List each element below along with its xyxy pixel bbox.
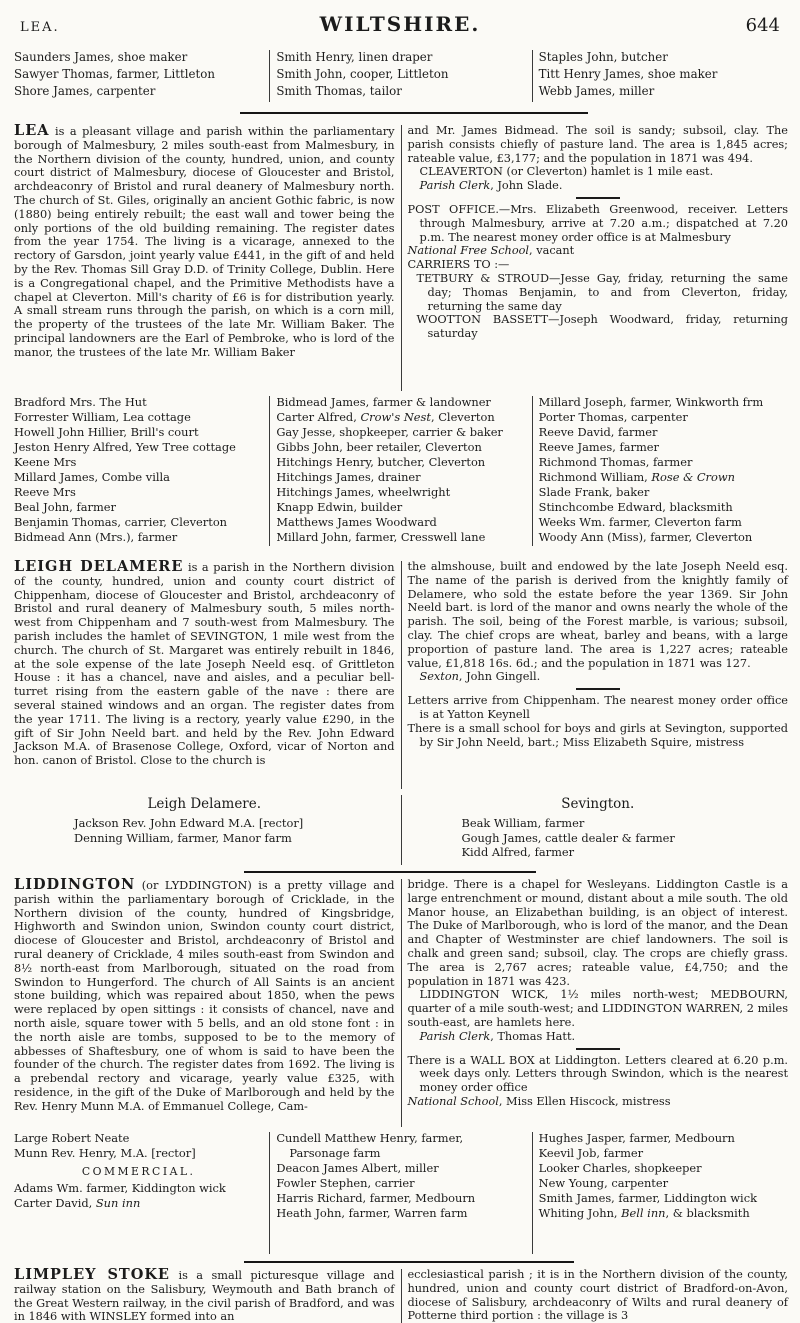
column-divider bbox=[532, 50, 533, 102]
lea-description-text: is a pleasant village and parish within the parliamentary borough of Malmesbury, 2 miles south-east from Malmesbury, in the Northern division of the county, hundred, union, and county court district of Malmesbury, diocese of Gloucester and Bristol, archdeaconry of Bristol and rural deanery of Malmesbury north. The church of St. Giles, originally an ancient Gothic fabric, is now (1880) being entirely rebuilt; the east wall and tower being the only portions of the old building remaining. The register dates from the year 1754. The living is a vicarage, annexed to the rectory of Garsdon, joint yearly value £441, in the gift of and held by the Rev. Thomas Sill Gray D.D. of Trinity College, Dublin. Here is a Congregational chapel, and the Primitive Methodists have a chapel at Cleverton. Mill's charity of £6 is for distribution yearly. A small stream runs through the parish, on which is a corn mill, the property of the trustees of the late Mr. William Baker. The principal landowners are the Earl of Pembroke, who is lord of the manor, the trustees of the late Mr. William Baker bbox=[14, 125, 395, 359]
running-head bbox=[12, 12, 790, 38]
column-divider bbox=[532, 1132, 533, 1254]
top-directory-list bbox=[12, 49, 790, 103]
parish-clerk-name: , Thomas Hatt. bbox=[490, 1029, 576, 1043]
directory-entry: Cundell Matthew Henry, farmer, Parsonage farm bbox=[276, 1131, 464, 1160]
directory-entry: Stinchcombe Edward, blacksmith bbox=[538, 500, 733, 514]
limpley-description bbox=[14, 1268, 395, 1323]
directory-entry: Adams Wm. farmer, Kiddington wick bbox=[14, 1181, 226, 1195]
lea-description bbox=[14, 124, 395, 360]
directory-entry: Forrester William, Lea cottage bbox=[14, 410, 191, 424]
directory-entry: Kidd Alfred, farmer bbox=[461, 845, 575, 859]
directory-entry: Deacon James Albert, miller bbox=[276, 1161, 439, 1175]
directory-entry: Knapp Edwin, builder bbox=[276, 500, 403, 514]
carrier-entry: WOOTTON BASSETT—Joseph Woodward, friday, returning saturday bbox=[416, 313, 788, 341]
directory-entry: Titt Henry James, shoe maker bbox=[538, 67, 718, 81]
leigh-letters-note: Letters arrive from Chippenham. The nearest money order office is at Yatton Keynell bbox=[407, 694, 788, 721]
directory-entry: Weeks Wm. farmer, Cleverton farm bbox=[538, 515, 742, 529]
directory-entry: New Young, carpenter bbox=[538, 1176, 669, 1190]
directory-entry: Beal John, farmer bbox=[14, 500, 116, 514]
column-divider bbox=[401, 125, 402, 391]
liddington-names-col3 bbox=[537, 1131, 790, 1255]
liddington-description bbox=[14, 878, 395, 1114]
directory-entry: Hitchings James, wheelwright bbox=[276, 485, 451, 499]
directory-entry: Whiting John, Bell inn, & blacksmith bbox=[538, 1206, 750, 1220]
column-divider bbox=[269, 396, 270, 546]
lea-names-col1 bbox=[12, 395, 265, 547]
directory-entry: Beak William, farmer bbox=[461, 816, 585, 830]
carrier-entry: TETBURY & STROUD—Jesse Gay, friday, returning the same day; Thomas Benjamin, to and from Cleverton, friday, returning the same day bbox=[416, 271, 788, 313]
column-divider bbox=[269, 50, 270, 102]
directory-entry: Hitchings James, drainer bbox=[276, 470, 421, 484]
directory-entry: Looker Charles, shopkeeper bbox=[538, 1161, 702, 1175]
sub-sections bbox=[12, 794, 790, 866]
directory-entry: Heath John, farmer, Warren farm bbox=[276, 1206, 468, 1220]
directory-entry: Smith Thomas, tailor bbox=[276, 84, 402, 98]
section-rule bbox=[240, 112, 588, 114]
national-school-note bbox=[408, 1095, 789, 1109]
directory-entry: Carter Alfred, Crow's Nest, Cleverton bbox=[276, 410, 495, 424]
separator-dash bbox=[576, 1048, 620, 1050]
separator-dash bbox=[576, 688, 620, 690]
page-number: 644 bbox=[745, 15, 780, 36]
national-school-mistress: , Miss Ellen Hiscock, mistress bbox=[498, 1094, 671, 1108]
directory-entry: Reeve James, farmer bbox=[538, 440, 659, 454]
lea-right-column bbox=[406, 124, 791, 392]
liddington-hamlets-note: LIDDINGTON WICK, 1½ miles north-west; MEDBOURN, quarter of a mile south-west; and LIDDINGTON WARREN, 2 miles south-east, are hamlets here. bbox=[407, 988, 788, 1029]
leigh-heading: LEIGH DELAMERE bbox=[14, 558, 184, 575]
liddington-commercial-entries bbox=[14, 1181, 263, 1211]
guide-word: LEA. bbox=[20, 20, 60, 35]
sexton-label: Sexton bbox=[419, 670, 459, 684]
directory-entry: Richmond William, Rose & Crown bbox=[538, 470, 735, 484]
directory-entry: Reeve Mrs bbox=[14, 485, 76, 499]
section-lea bbox=[12, 124, 790, 392]
separator-dash bbox=[576, 197, 620, 199]
directory-entry: Gay Jesse, shopkeeper, carrier & baker bbox=[276, 425, 503, 439]
directory-entry: Benjamin Thomas, carrier, Cleverton bbox=[14, 515, 228, 529]
lea-description-continued: and Mr. James Bidmead. The soil is sandy; subsoil, clay. The parish consists chiefly of pasture land. The area is 1,845 acres; rateable value, £3,177; and the population in 1871 was 494. bbox=[407, 124, 788, 165]
limpley-description-continued: ecclesiastical parish ; it is in the Northern division of the county, hundred, union and county court district of Bradford-on-Avon, diocese of Salisbury, archdeaconry of Wilts and rural deanery of Potterne third portion : the village is 3 bbox=[407, 1268, 788, 1323]
commercial-heading: COMMERCIAL. bbox=[81, 1165, 196, 1178]
directory-entry: Porter Thomas, carpenter bbox=[538, 410, 688, 424]
directory-entry: Gough James, cattle dealer & farmer bbox=[461, 830, 675, 845]
leigh-description-text: is a parish in the Northern division of the county, hundred, union and county court district of Chippenham, diocese of Gloucester and Bristol, archdeaconry of Bristol and rural deanery of Malmesbury south, 5 miles north-west from Chippenham and 7 south-west from Malmesbury. The parish includes the hamlet of SEVINGTON, 1 mile west from the church. The church of St. Margaret was entirely rebuilt in 1846, at the sole expense of the late Joseph Neeld esq. of Grittleton House : it has a chancel, nave and aisles, and a peculiar bell-turret rising from the eastern gable of the nave : there are several stained windows and an organ. The register dates from the year 1711. The living is a rectory, yearly value £290, in the gift of Sir John Neeld bart. and held by the Rev. John Edward Jackson M.A. of Brasenose College, Oxford, vicar of Norton and hon. canon of Bristol. Close to the church is bbox=[14, 561, 395, 768]
directory-entry: Staples John, butcher bbox=[538, 50, 668, 64]
directory-entry: Millard James, Combe villa bbox=[14, 470, 170, 484]
leigh-left-column bbox=[12, 560, 397, 790]
top-directory-col3 bbox=[537, 49, 790, 103]
liddington-directory-list bbox=[12, 1131, 790, 1255]
liddington-description-continued: bridge. There is a chapel for Wesleyans. Liddington Castle is a large entrenchment or mound, distant about a mile south. The old Manor house, an Elizabethan building, is an object of interest. The Duke of Marlborough, who is lord of the manor, and the Dean and Chapter of Westminster are chief landowners. The soil is chalk and green sand; subsoil, clay. The crops are chiefly grass. The area is 2,767 acres; rateable value, £4,750; and the population in 1871 was 423. bbox=[407, 878, 788, 988]
directory-entry: Hitchings Henry, butcher, Cleverton bbox=[276, 455, 486, 469]
directory-entry: Smith Henry, linen draper bbox=[276, 50, 433, 64]
directory-entry: Saunders James, shoe maker bbox=[14, 50, 188, 64]
liddington-names-col2 bbox=[274, 1131, 527, 1255]
directory-entry: Carter David, Sun inn bbox=[14, 1196, 141, 1210]
column-divider bbox=[532, 396, 533, 546]
directory-entry: Jeston Henry Alfred, Yew Tree cottage bbox=[14, 440, 236, 454]
directory-entry: Howell John Hillier, Brill's court bbox=[14, 425, 199, 439]
lea-left-column bbox=[12, 124, 397, 392]
free-school-status: , vacant bbox=[529, 244, 575, 258]
liddington-description-text: (or LYDDINGTON) is a pretty village and parish within the parliamentary borough of Cricklade, in the Northern division of the county, hundred of Kingsbridge, Highworth and Swindon union, Swindon county court district, diocese of Gloucester and Bristol, archdeaconry of Bristol and rural deanery of Cricklade, 4 miles south-east from Swindon and 8½ north-east from Marlborough, situated on the road from Swindon to Hungerford. The church of All Saints is an ancient stone building, which was repaired about 1850, when the pews were replaced by open sittings : it consists of chancel, nave and north aisle, square tower with 5 bells, and an old stone font : in the north aisle are tombs, supposed to be to the memory of abbesses of Shaftesbury, one of whom is said to have been the founder of the church. The register dates from 1692. The living is a prebendal rectory and vicarage, yearly value £325, with residence, in the gift of the Duke of Marlborough and held by the Rev. Henry Munn M.A. of Emmanuel College, Cam- bbox=[14, 879, 395, 1113]
leigh-delamere-sublist bbox=[12, 794, 397, 866]
leigh-description-continued: the almshouse, built and endowed by the late Joseph Neeld esq. The name of the parish is derived from the knightly family of Delamere, who sold the estate before the year 1369. Sir John Neeld bart. is lord of the manor and owns nearly the whole of the parish. The soil, being of the Forest marble, is various; subsoil, clay. The chief crops are wheat, barley and beans, with a large proportion of pasture land. The area is 1,227 acres; rateable value, £1,818 16s. 6d.; and the population in 1871 was 127. bbox=[407, 560, 788, 670]
column-divider bbox=[401, 1269, 402, 1323]
directory-entry: Sawyer Thomas, farmer, Littleton bbox=[14, 67, 215, 81]
directory-entry: Hughes Jasper, farmer, Medbourn bbox=[538, 1131, 735, 1145]
top-directory-col2 bbox=[274, 49, 527, 103]
section-rule bbox=[244, 1261, 574, 1263]
section-limpley-stoke bbox=[12, 1268, 790, 1323]
leigh-school-note: There is a small school for boys and girls at Sevington, supported by Sir John Neeld, bart.; Miss Elizabeth Squire, mistress bbox=[407, 721, 788, 749]
directory-entry: Millard John, farmer, Cresswell lane bbox=[276, 530, 486, 544]
lea-heading: LEA bbox=[14, 122, 50, 139]
liddington-names-col1 bbox=[12, 1131, 265, 1255]
column-divider bbox=[269, 1132, 270, 1254]
limpley-heading: LIMPLEY STOKE bbox=[14, 1266, 170, 1283]
liddington-parish-clerk bbox=[408, 1030, 789, 1044]
directory-entry: Reeve David, farmer bbox=[538, 425, 658, 439]
top-directory-col1 bbox=[12, 49, 265, 103]
leigh-description bbox=[14, 560, 395, 768]
directory-entry: Smith James, farmer, Liddington wick bbox=[538, 1191, 757, 1205]
directory-entry: Richmond Thomas, farmer bbox=[538, 455, 693, 469]
directory-entry: Gibbs John, beer retailer, Cleverton bbox=[276, 440, 482, 454]
leigh-sexton bbox=[408, 670, 789, 684]
free-school-note bbox=[408, 244, 789, 258]
directory-entry: Harris Richard, farmer, Medbourn bbox=[276, 1191, 476, 1205]
section-leigh-delamere bbox=[12, 560, 790, 790]
sevington-entries bbox=[406, 816, 791, 860]
directory-entry: Matthews James Woodward bbox=[276, 515, 437, 529]
leigh-delamere-subheading: Leigh Delamere. bbox=[147, 796, 262, 812]
parish-clerk-name: , John Slade. bbox=[490, 179, 563, 193]
free-school-label: National Free School bbox=[407, 244, 530, 258]
post-office-note: POST OFFICE.—Mrs. Elizabeth Greenwood, receiver. Letters through Malmesbury, arrive at 7.20 a.m.; dispatched at 7.20 p.m. The nearest money order office is at Malmesbury bbox=[407, 202, 788, 244]
lea-names-col2 bbox=[274, 395, 527, 547]
lea-parish-clerk bbox=[408, 179, 789, 193]
liddington-private-residents bbox=[14, 1131, 263, 1161]
directory-entry: Fowler Stephen, carrier bbox=[276, 1176, 415, 1190]
sexton-name: , John Gingell. bbox=[458, 670, 541, 684]
limpley-right-column bbox=[406, 1268, 791, 1323]
limpley-description-text: is a small picturesque village and railway station on the Salisbury, Weymouth and Bath branch of the Great Western railway, in the civil parish of Bradford, and was in 1846 with WINSLEY formed into an bbox=[14, 1269, 395, 1323]
liddington-heading: LIDDINGTON bbox=[14, 876, 136, 893]
page-title: WILTSHIRE. bbox=[319, 12, 481, 36]
directory-entry: Smith John, cooper, Littleton bbox=[276, 67, 449, 81]
directory-entry: Slade Frank, baker bbox=[538, 485, 650, 499]
directory-entry: Keevil Job, farmer bbox=[538, 1146, 644, 1160]
column-divider bbox=[401, 561, 402, 789]
column-divider bbox=[401, 795, 402, 865]
leigh-delamere-entries bbox=[12, 816, 397, 845]
directory-entry: Webb James, miller bbox=[538, 84, 655, 98]
cleaverton-note: CLEAVERTON (or Cleverton) hamlet is 1 mile east. bbox=[419, 165, 714, 179]
directory-entry: Woody Ann (Miss), farmer, Cleverton bbox=[538, 530, 753, 544]
national-school-label: National School bbox=[407, 1094, 499, 1108]
directory-entry: Keene Mrs bbox=[14, 455, 77, 469]
liddington-right-column bbox=[406, 878, 791, 1128]
leigh-right-column bbox=[406, 560, 791, 790]
directory-entry: Munn Rev. Henry, M.A. [rector] bbox=[14, 1146, 196, 1160]
lea-directory-list bbox=[12, 395, 790, 547]
directory-entry: Bradford Mrs. The Hut bbox=[14, 395, 147, 409]
directory-entry: Large Robert Neate bbox=[14, 1131, 130, 1145]
sevington-sublist bbox=[406, 794, 791, 866]
sevington-subheading: Sevington. bbox=[561, 796, 635, 812]
wall-box-note: There is a WALL BOX at Liddington. Letters cleared at 6.20 p.m. week days only. Letters through Swindon, which is the nearest money order office bbox=[407, 1053, 788, 1095]
column-divider bbox=[401, 879, 402, 1127]
limpley-left-column bbox=[12, 1268, 397, 1323]
liddington-left-column bbox=[12, 878, 397, 1128]
carriers-heading: CARRIERS TO :— bbox=[407, 258, 510, 272]
section-liddington bbox=[12, 878, 790, 1128]
lea-names-col3 bbox=[537, 395, 790, 547]
parish-clerk-label: Parish Clerk bbox=[419, 1029, 491, 1043]
directory-entry: Jackson Rev. John Edward M.A. [rector] bbox=[74, 816, 304, 830]
directory-entry: Denning William, farmer, Manor farm bbox=[74, 830, 292, 845]
directory-entry: Millard Joseph, farmer, Winkworth frm bbox=[538, 395, 764, 409]
directory-entry: Shore James, carpenter bbox=[14, 84, 156, 98]
section-rule bbox=[244, 871, 536, 873]
directory-entry: Bidmead Ann (Mrs.), farmer bbox=[14, 530, 178, 544]
parish-clerk-label: Parish Clerk bbox=[419, 179, 491, 193]
directory-entry: Bidmead James, farmer & landowner bbox=[276, 395, 491, 409]
